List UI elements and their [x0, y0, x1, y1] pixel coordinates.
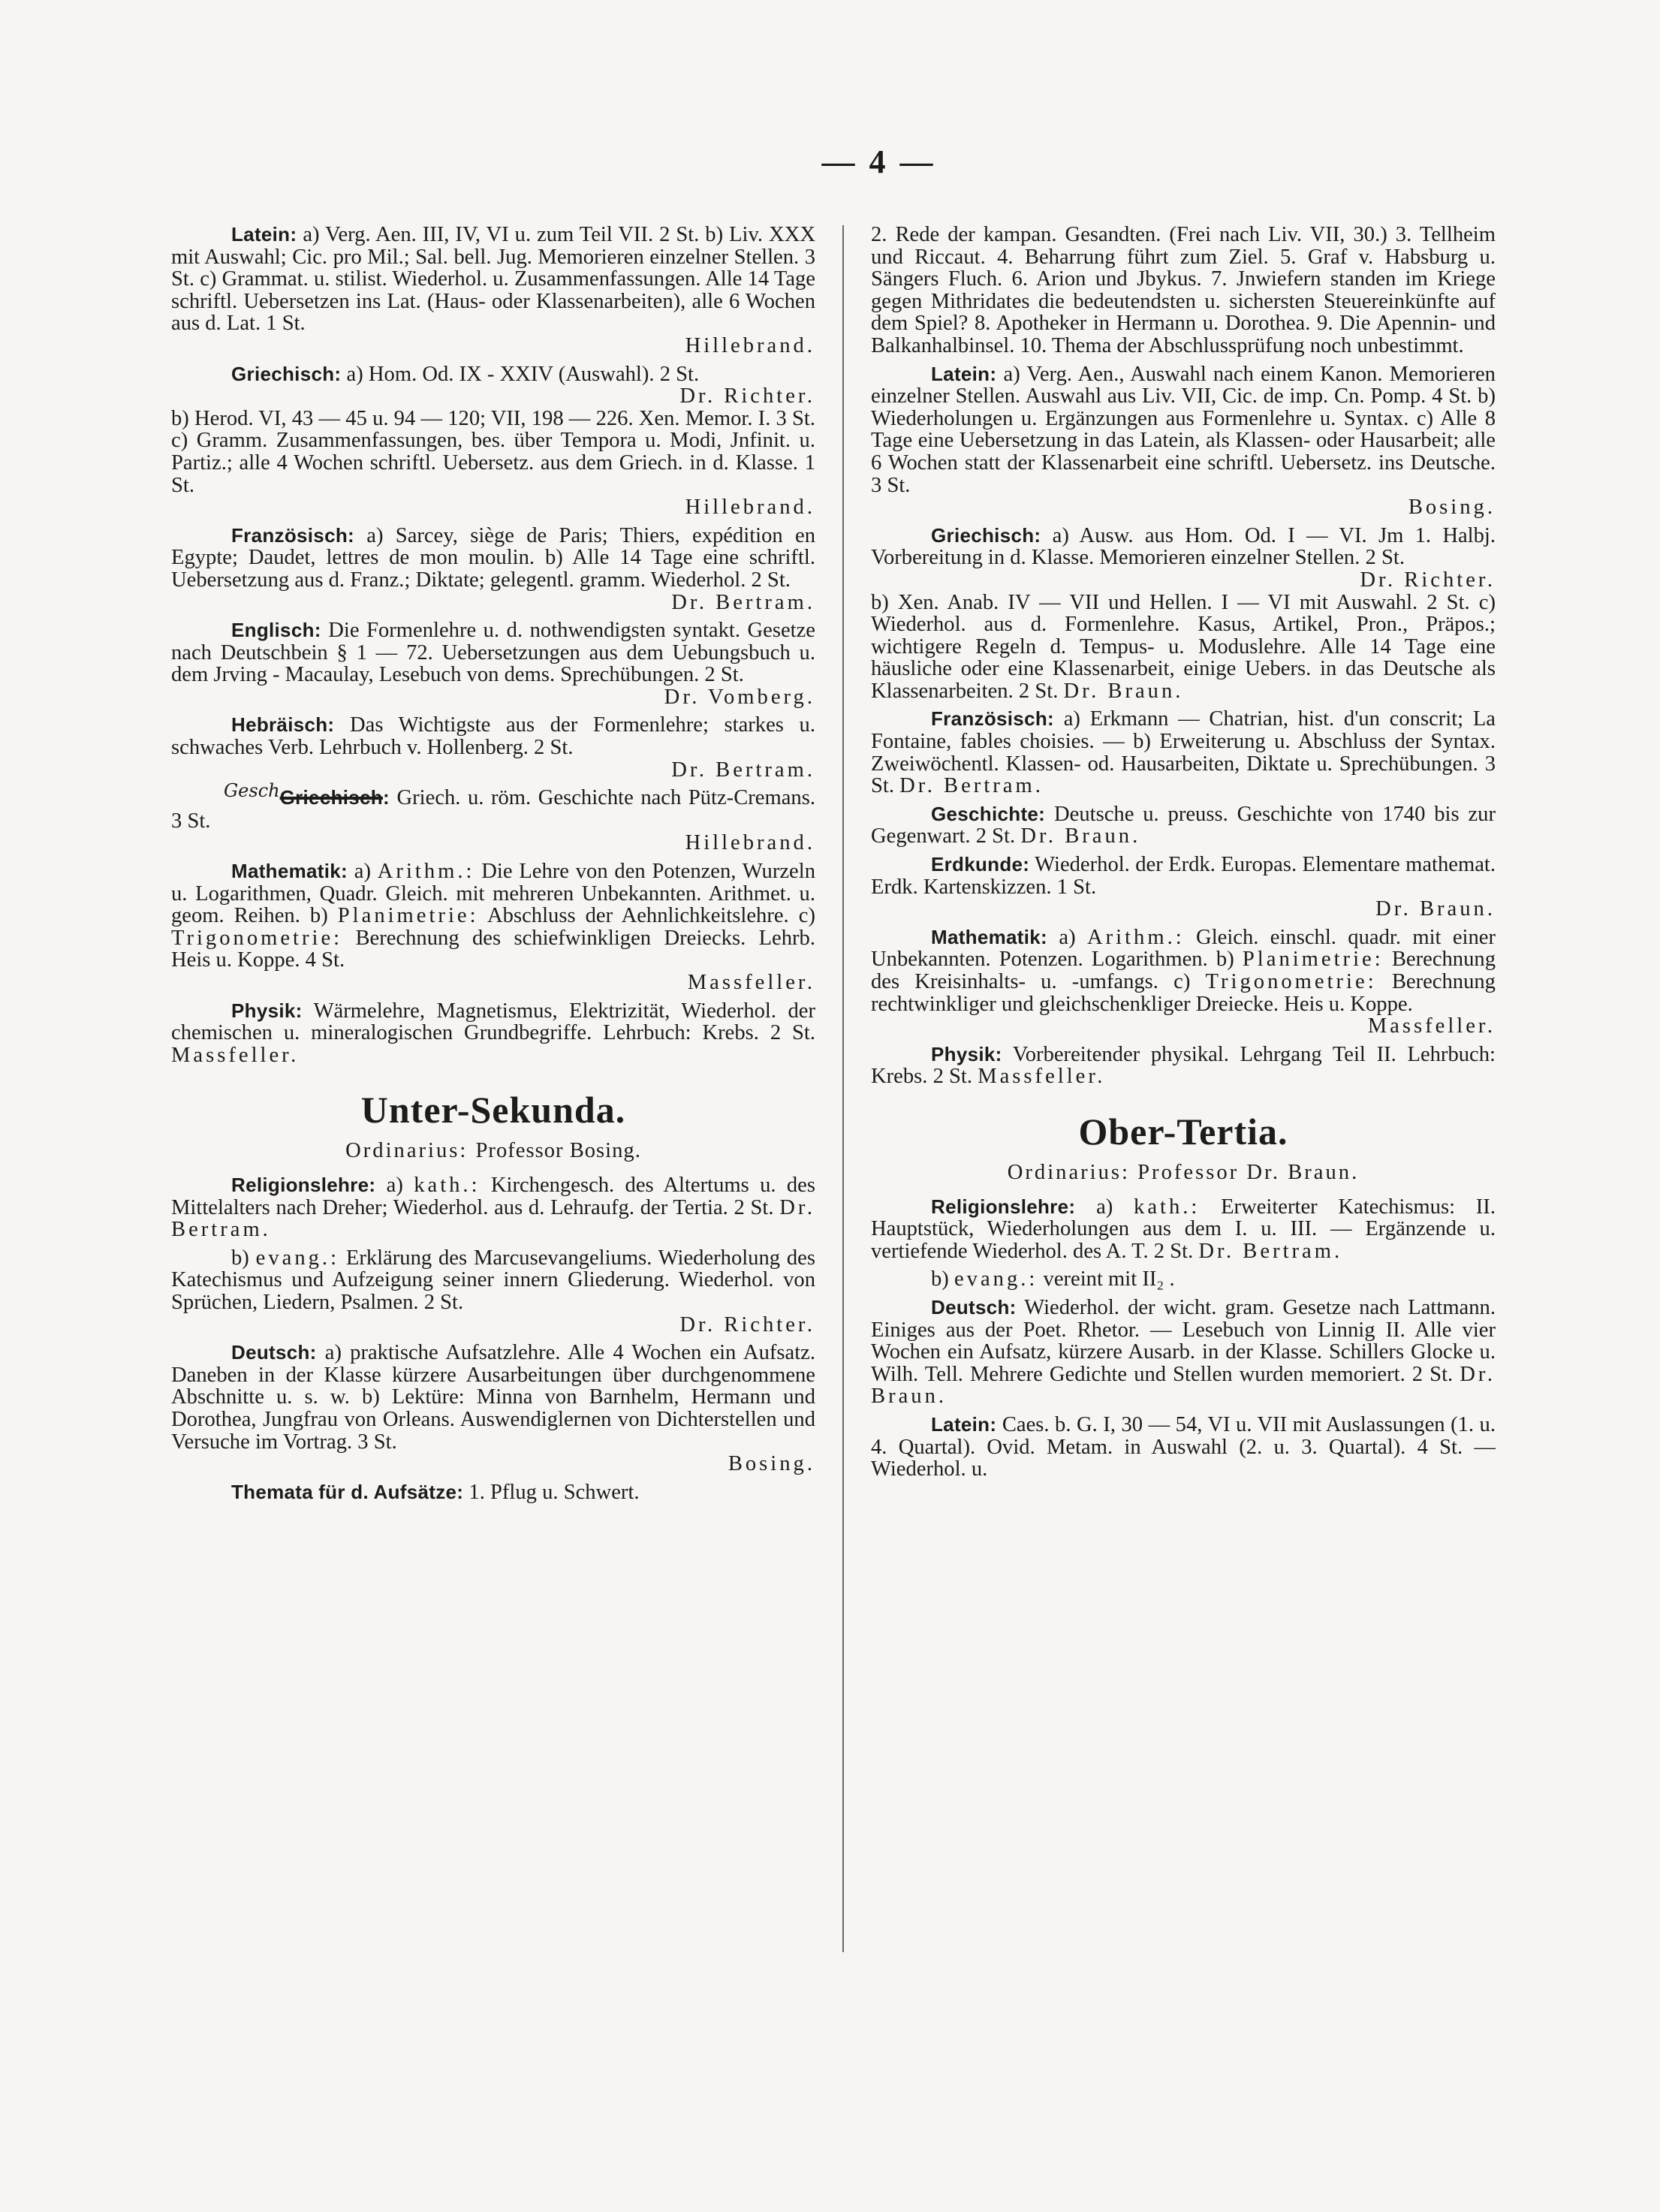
franzoesisch-text: a) Erkmann — Chatrian, hist. d'un conscrit; La Fontaine, fables choisies. — b) Erweiterung u. Abschluss der Syntax. Zweiwöchentl. Klassen- od. Hausarbeiten, Diktate u. Sprechübungen. 3 St. — [871, 707, 1496, 798]
subject-colon: : — [383, 786, 390, 809]
religion-a-label: a) — [386, 1173, 403, 1197]
geschichte-text: Deutsche u. preuss. Geschichte von 1740 bis zur Gegenwart. 2 St. — [871, 802, 1496, 848]
math-c-head: Trigonometrie: — [1205, 970, 1377, 993]
franzoesisch-entry — [171, 525, 815, 613]
hebraeisch-entry — [171, 714, 815, 781]
subject-franzoesisch: Französisch: — [931, 707, 1054, 731]
math-c-label: c) — [1173, 970, 1191, 993]
griechisch-entry — [171, 363, 815, 519]
franzoesisch-text: a) Sarcey, siège de Paris; Thiers, expédition en Egypte; Daudet, lettres de mon moulin. b) Alle 14 Tage eine schriftl. Uebersetzung aus d. Franz.; Diktate; gelegentl. gramm. Wiederhol. 2 St. — [171, 523, 815, 592]
subject-hebraeisch: Hebräisch: — [231, 713, 335, 737]
religion-b-text: vereint mit II₂ . — [1043, 1267, 1175, 1291]
religion-b-text: Erklärung des Marcusevangeliums. Wiederholung des Katechismus und Aufzeigung seiner innern Gliederung. Wiederhol. von Sprüchen, Liedern, Psalmen. 2 St. — [171, 1246, 816, 1314]
physik-teacher: Massfeller. — [171, 1043, 300, 1067]
subject-latein: Latein: — [931, 1412, 997, 1436]
subject-deutsch: Deutsch: — [931, 1295, 1017, 1318]
deutsch-teacher: Dr. Braun. — [871, 1362, 1496, 1409]
franzoesisch-entry-right — [871, 708, 1496, 797]
subject-geschichte: Geschichte: — [931, 802, 1046, 825]
subject-physik: Physik: — [231, 999, 303, 1022]
ordinarius-line — [171, 1140, 815, 1162]
section-title-unter-sekunda: Unter-Sekunda. — [360, 1089, 626, 1132]
griechisch-text-a: a) Ausw. aus Hom. Od. I — VI. Jm 1. Halbj. Vorbereitung in d. Klasse. Memorieren einzelner Stellen. 2 St. — [871, 523, 1496, 570]
math-b-label: b) — [1216, 948, 1234, 972]
physik-text: Wärmelehre, Magnetismus, Elektrizität, Wiederhol. der chemischen u. mineralogischen Grundbegriffe. Lehrbuch: Krebs. 2 St. — [171, 999, 815, 1045]
subject-themata-rest: für d. Aufsätze: — [318, 1480, 464, 1503]
math-c-label: c) — [798, 904, 815, 928]
religion-entry — [171, 1174, 815, 1241]
religion-a-text: Kirchengesch. des Altertums u. des Mittelalters nach Dreher; Wiederhol. aus d. Lehraufg. der Tertia. 2 St. — [171, 1173, 815, 1219]
religion-b-label: b) — [231, 1246, 249, 1270]
ordinarius-name: Professor Bosing. — [475, 1139, 641, 1163]
right-column — [871, 224, 1496, 1487]
griechisch-entry-right — [871, 525, 1496, 703]
latein-teacher: Bosing. — [1408, 496, 1496, 520]
themata-entry — [171, 1481, 815, 1504]
erdkunde-entry — [871, 854, 1496, 921]
geschichte-entry-right — [871, 803, 1496, 848]
section-title-ober-tertia: Ober-Tertia. — [1078, 1110, 1288, 1153]
latein-entry-right — [871, 363, 1496, 519]
subject-themata: Themata — [231, 1480, 314, 1503]
physik-entry — [171, 1000, 815, 1067]
math-b-head: Planimetrie: — [337, 904, 479, 928]
religion-a-teacher: Dr. Bertram. — [171, 1195, 815, 1242]
deutsch-entry-right — [871, 1297, 1496, 1408]
math-a-head: Arithm.: — [377, 860, 475, 884]
mathematik-entry — [171, 860, 815, 994]
left-column — [171, 224, 815, 1509]
englisch-text: Die Formenlehre u. d. nothwendigsten syntakt. Gesetze nach Deutschbein § 1 — 72. Uebersetzungen aus dem Uebungsbuch u. dem Jrving - Macaulay, Lesebuch von dems. Sprechübungen. 2 St. — [171, 619, 815, 687]
math-b-label: b) — [309, 904, 328, 928]
latein-teacher: Hillebrand. — [685, 333, 815, 357]
franzoesisch-teacher: Dr. Bertram. — [671, 590, 815, 614]
ordinarius-label: Ordinarius: — [345, 1139, 468, 1163]
griechisch-teacher-a: Dr. Richter. — [1360, 568, 1496, 592]
religion-a-label: a) — [1096, 1195, 1113, 1219]
themata-continued: 2. Rede der kampan. Gesandten. (Frei nach Liv. VII, 30.) 3. Tellheim und Riccaut. 4. Beharrung führt zum Ziel. 5. Graf v. Habsburg u. Sängers Fluch. 6. Arion und Jbykus. 7. Jnwiefern standen im Kriege gegen Mithridates die bedeutendsten u. sichersten Steuereinkünfte auf dem Spiel? 8. Apotheker in Hermann u. Dorothea. 9. Die Apennin- und Balkanhalbinsel. 10. Thema der Abschlussprüfung noch unbestimmt. — [871, 223, 1496, 357]
erdkunde-text: Wiederhol. der Erdk. Europas. Elementare mathemat. Erdk. Kartenskizzen. 1 St. — [871, 853, 1496, 899]
column-divider — [842, 225, 844, 1952]
griechisch-text-a: a) Hom. Od. IX - XXIV (Auswahl). 2 St. — [346, 362, 700, 386]
griechisch-text-b: b) Xen. Anab. IV — VII und Hellen. I — VI mit Auswahl. 2 St. c) Wiederhol. aus d. Formenlehre. Kasus, Artikel, Pron., Präpos.; wichtigere Regeln d. Tempus- u. Moduslehre. Alle 14 Tage eine häusliche oder eine Klassenarbeit, einige Uebers. in das Deutsche als Klassenarbeiten. 2 St. — [871, 590, 1496, 703]
math-b-text: Berechnung des Kreisinhalts- u. -umfangs. — [871, 948, 1496, 993]
latein-text: Caes. b. G. I, 30 — 54, VI u. VII mit Auslassungen (1. u. 4. Quartal). Ovid. Metam. in Auswahl (2. u. 3. Quartal). 4 St. — Wiederhol. u. — [871, 1412, 1496, 1481]
latein-entry-ober-tertia — [871, 1414, 1496, 1481]
math-a-label: a) — [354, 860, 371, 884]
religion-a-head: kath.: — [1134, 1195, 1201, 1219]
ordinarius-name: Professor Dr. Braun. — [1137, 1160, 1360, 1184]
physik-text: Vorbereitender physikal. Lehrgang Teil II. Lehrbuch: Krebs. 2 St. — [871, 1042, 1496, 1089]
deutsch-teacher: Bosing. — [728, 1452, 815, 1476]
mathematik-entry-right — [871, 927, 1496, 1038]
ordinarius-line — [871, 1162, 1496, 1184]
page-number: — 4 — — [821, 143, 936, 180]
subject-griechisch: Griechisch: — [931, 523, 1041, 547]
subject-struck-griechisch: Griechisch — [279, 786, 383, 809]
subject-franzoesisch: Französisch: — [231, 523, 354, 547]
griechisch-text-b: b) Herod. VI, 43 — 45 u. 94 — 120; VII, 198 — 226. Xen. Memor. I. 3 St. c) Gramm. Zusammenfassungen, bes. über Tempora u. Modi, Jnfinit. u. Partiz.; alle 4 Wochen schriftl. Uebersetz. aus dem Griech. in d. Klasse. 1 St. — [171, 406, 815, 497]
geschichte-entry — [171, 780, 815, 855]
math-a-label: a) — [1059, 925, 1076, 949]
hebraeisch-text: Das Wichtigste aus der Formenlehre; starkes u. schwaches Verb. Lehrbuch v. Hollenberg. 2 St. — [171, 713, 815, 760]
physik-teacher: Massfeller. — [978, 1065, 1106, 1089]
math-c-text: Berechnung rechtwinkliger und gleichschenkliger Dreiecke. Heis u. Koppe. — [871, 970, 1496, 1016]
englisch-entry — [171, 619, 815, 708]
latein-entry — [171, 224, 815, 357]
deutsch-text: a) praktische Aufsatzlehre. Alle 4 Wochen ein Aufsatz. Daneben in der Klasse kürzere Ausarbeitungen über durchgenommene Abschnitte u. s. w. b) Lektüre: Minna von Barnhelm, Hermann und Dorothea, Jungfrau von Orleans. Auswendiglernen von Dichterstellen und Versuche im Vortrag. 3 St. — [171, 1341, 815, 1454]
themata-text: 1. Pflug u. Schwert. — [468, 1480, 640, 1504]
math-a-text: Gleich. einschl. quadr. mit einer Unbekannten. Potenzen. Logarithmen. — [871, 925, 1496, 972]
subject-mathematik: Mathematik: — [931, 925, 1047, 948]
mathematik-teacher: Massfeller. — [687, 971, 815, 994]
deutsch-entry — [171, 1342, 815, 1475]
religion-b-entry-right — [871, 1268, 1496, 1291]
ordinarius-label: Ordinarius: — [1007, 1160, 1130, 1184]
subject-englisch: Englisch: — [231, 619, 321, 642]
geschichte-teacher: Dr. Braun. — [1020, 824, 1141, 848]
latein-text: a) Verg. Aen., Auswahl nach einem Kanon. Memorieren einzelner Stellen. Auswahl aus Liv. VII, Cic. de imp. Cn. Pomp. 4 St. b) Wiederholungen u. Ergänzungen aus Formenlehre u. Syntax. c) Alle 8 Tage eine Uebersetzung in das Latein, als Klassen- oder Hausarbeit; alle 6 Wochen statt der Klassenarbeit eine schriftl. Uebersetz. ins Deutsche. 3 St. — [871, 362, 1496, 497]
handwritten-correction: Gesch — [224, 780, 280, 802]
religion-a-text: Erweiterter Katechismus: II. Hauptstück, Wiederholungen aus dem I. u. III. — Ergänzende u. vertiefende Wiederhol. des A. T. 2 St. — [871, 1195, 1496, 1263]
religion-b-head: evang.: — [954, 1267, 1038, 1291]
griechisch-teacher-b: Dr. Braun. — [1063, 679, 1184, 703]
subject-religionslehre: Religionslehre: — [931, 1195, 1076, 1218]
religion-a-head: kath.: — [414, 1173, 481, 1197]
geschichte-text: Griech. u. röm. Geschichte nach Pütz-Cremans. 3 St. — [171, 786, 815, 833]
subject-religionslehre: Religionslehre: — [231, 1173, 376, 1196]
math-c-head: Trigonometrie: — [171, 926, 343, 950]
religion-a-teacher: Dr. Bertram. — [1198, 1239, 1343, 1263]
math-a-text: Die Lehre von den Potenzen, Wurzeln u. Logarithmen, Quadr. Gleich. mit mehreren Unbekannten. Arithmet. u. geom. Reihen. — [171, 860, 815, 928]
subject-erdkunde: Erdkunde: — [931, 853, 1030, 876]
subject-latein: Latein: — [931, 362, 997, 385]
physik-entry-right — [871, 1044, 1496, 1088]
erdkunde-teacher: Dr. Braun. — [1375, 897, 1496, 921]
religion-b-teacher: Dr. Richter. — [679, 1312, 815, 1337]
math-b-text: Abschluss der Aehnlichkeitslehre. — [487, 904, 789, 928]
griechisch-teacher-b: Hillebrand. — [685, 496, 815, 520]
religion-b-head: evang.: — [255, 1246, 340, 1270]
subject-griechisch: Griechisch: — [231, 362, 342, 385]
religion-b-label: b) — [931, 1267, 949, 1291]
griechisch-teacher-a: Dr. Richter. — [679, 384, 815, 408]
latein-text: a) Verg. Aen. III, IV, VI u. zum Teil VII. 2 St. b) Liv. XXX mit Auswahl; Cic. pro Mil.; Sal. bell. Jug. Memorieren einzelner Stellen. 3 St. c) Grammat. u. stilist. Wiederhol. u. Zusammenfassungen. Alle 14 Tage schriftl. Uebersetzen ins Lat. (Haus- oder Klassenarbeiten), alle 6 Wochen aus d. Lat. 1 St. — [171, 223, 816, 336]
subject-physik: Physik: — [931, 1042, 1002, 1065]
englisch-teacher: Dr. Vomberg. — [664, 685, 815, 709]
religion-entry-right — [871, 1196, 1496, 1263]
subject-latein: Latein: — [231, 223, 297, 246]
religion-b-entry — [171, 1247, 815, 1336]
geschichte-teacher: Hillebrand. — [685, 831, 815, 855]
franzoesisch-teacher: Dr. Bertram. — [899, 774, 1044, 798]
math-a-head: Arithm.: — [1086, 925, 1185, 949]
hebraeisch-teacher: Dr. Bertram. — [671, 758, 815, 782]
math-c-text: Berechnung des schiefwinkligen Dreiecks. Lehrb. Heis u. Koppe. 4 St. — [171, 926, 815, 972]
deutsch-text: Wiederhol. der wicht. gram. Gesetze nach Lattmann. Einiges aus der Poet. Rhetor. — Lesebuch von Linnig II. Alle vier Wochen ein Aufsatz, kürzere Ausarb. in der Klasse. Schillers Glocke u. Wilh. Tell. Mehrere Gedichte und Stellen wurden memoriert. 2 St. — [871, 1295, 1496, 1386]
subject-deutsch: Deutsch: — [231, 1341, 317, 1364]
subject-mathematik: Mathematik: — [231, 860, 348, 883]
mathematik-teacher: Massfeller. — [1367, 1014, 1496, 1038]
math-b-head: Planimetrie: — [1242, 948, 1384, 972]
